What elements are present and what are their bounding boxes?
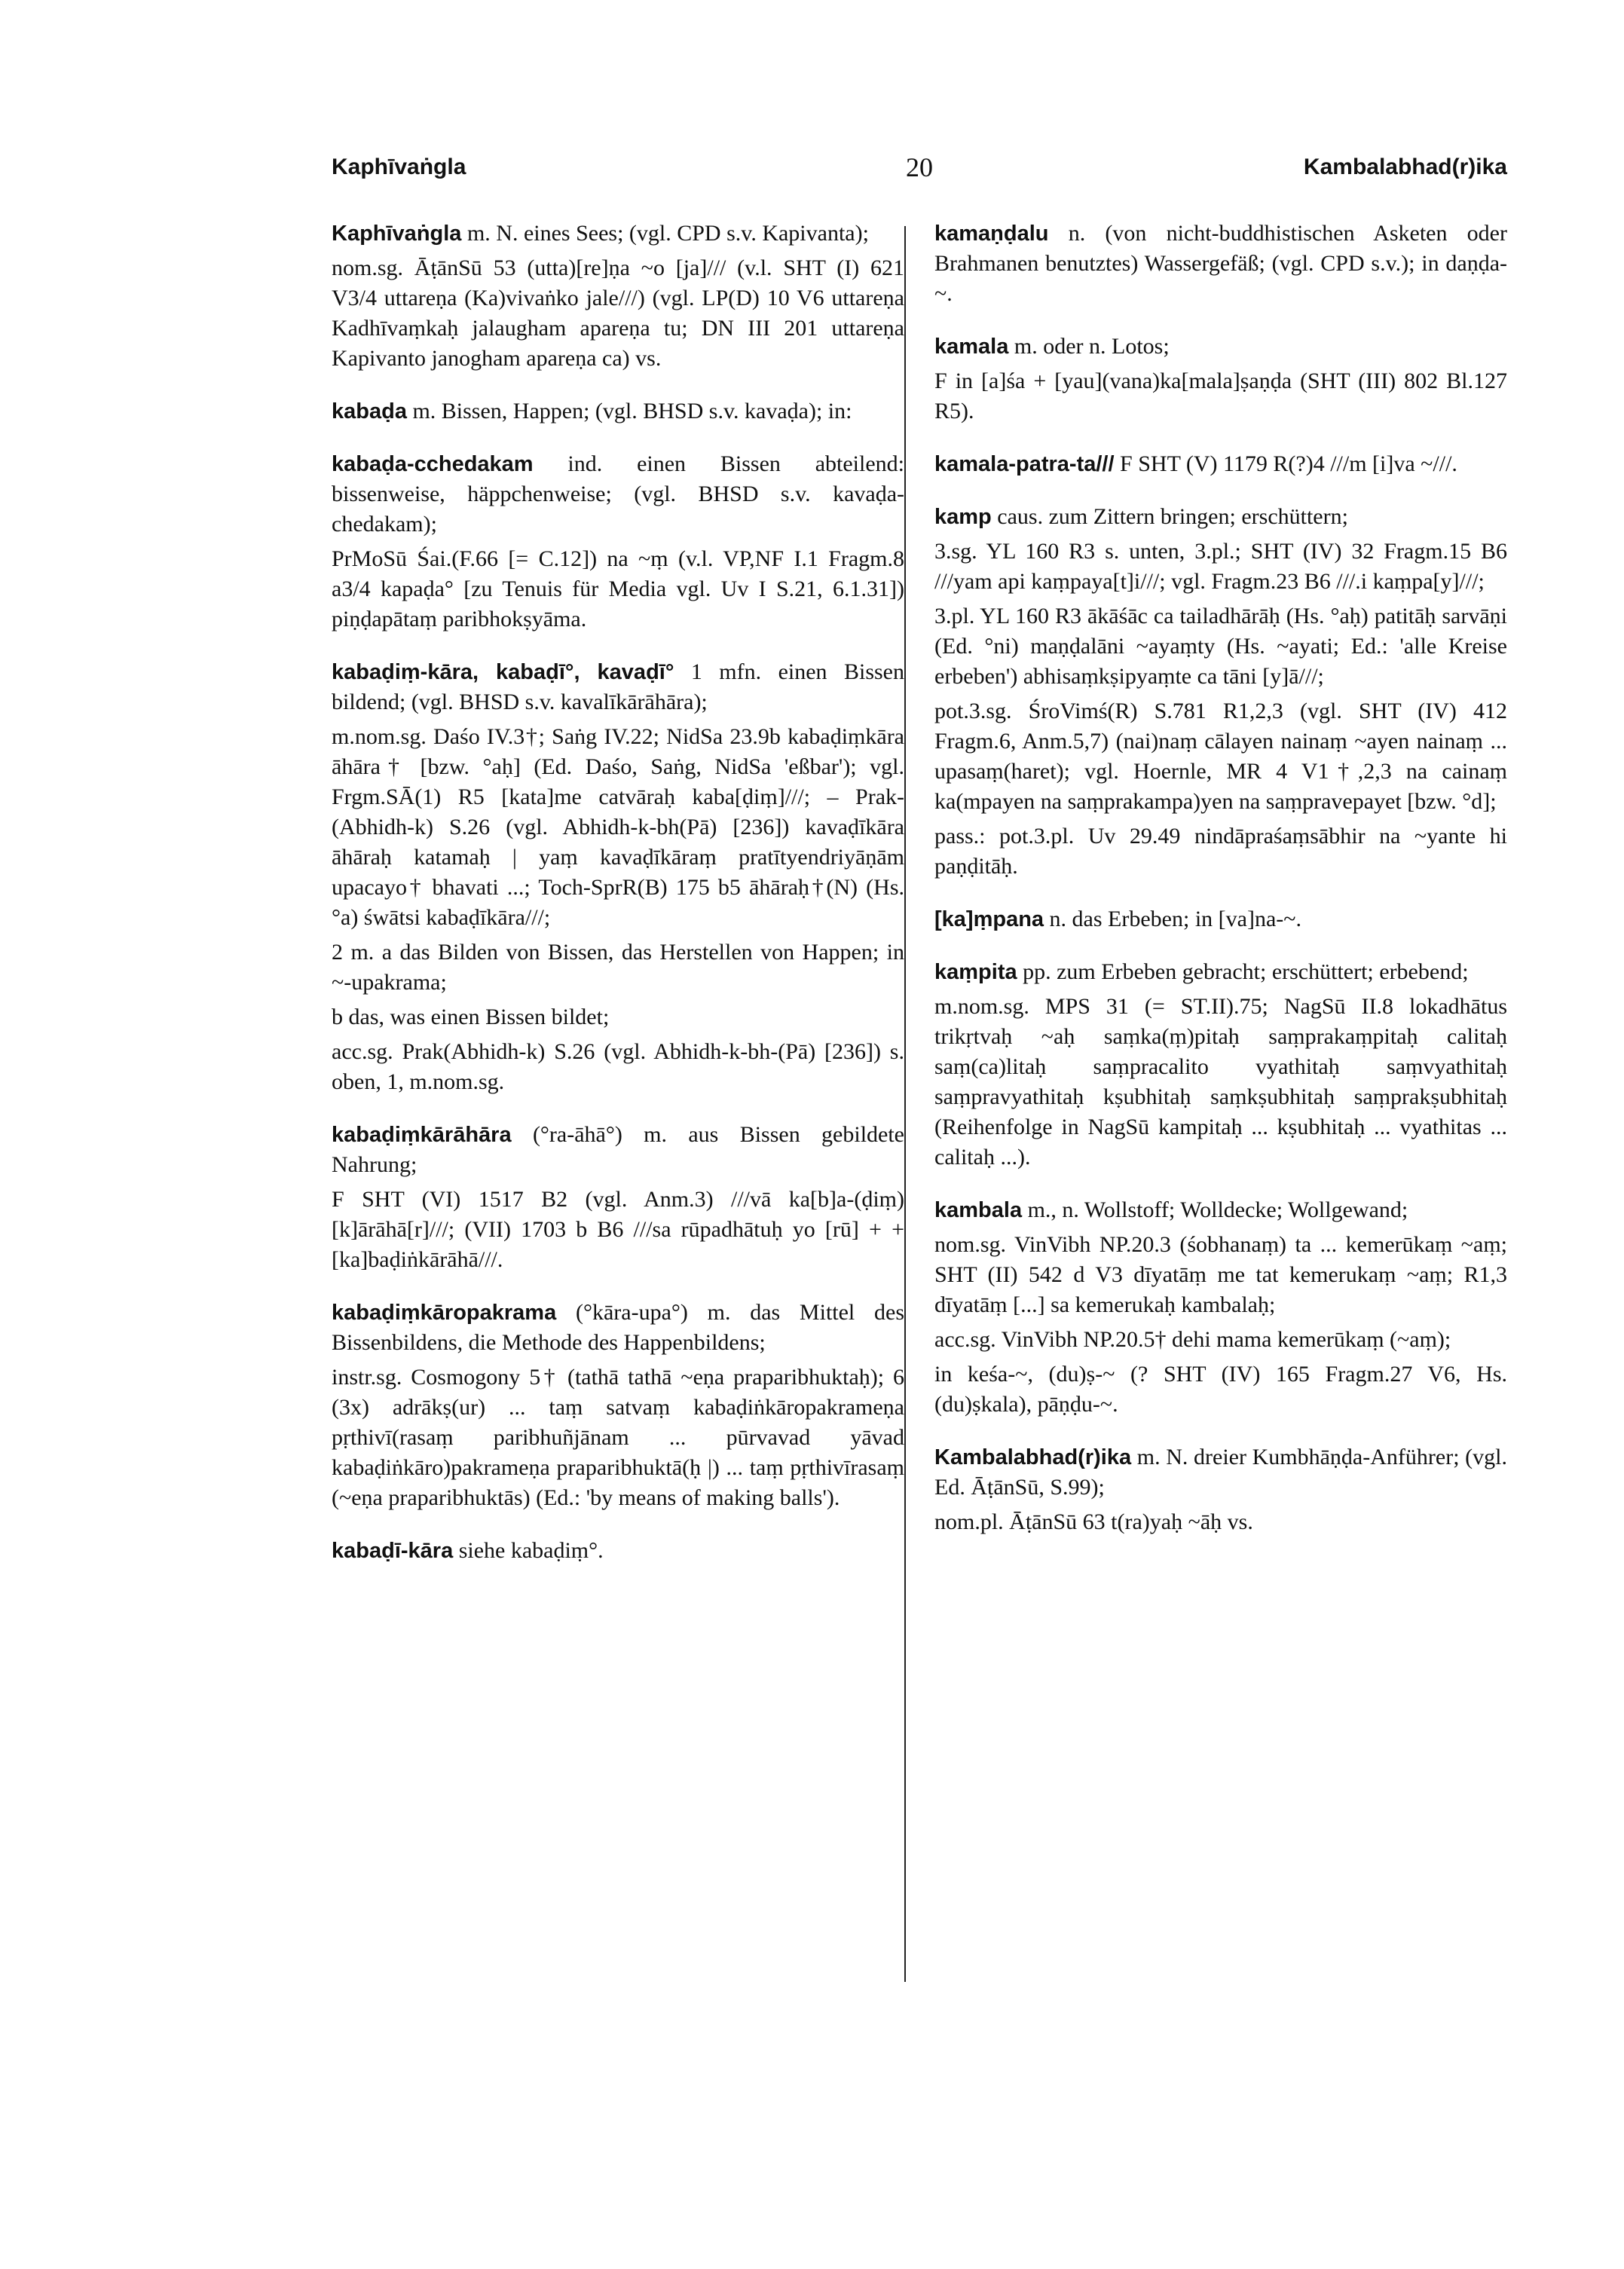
entry-citation: PrMoSū Śai.(F.66 [= C.12]) na ~ṃ (v.l. VP,NF I.1 Fragm.8 a3/4 kapaḍa° [zu Tenuis für Media vgl. Uv I S.21, 6.1.31]) piṇḍapātaṃ paribhokṣyāma. <box>332 546 904 631</box>
entry-citation: 3.sg. YL 160 R3 s. unten, 3.pl.; SHT (IV) 32 Fragm.15 B6 ///yam api kaṃpaya[t]i///; vgl. Fragm.23 B6 ///.i kaṃpa[y]///; <box>934 539 1507 594</box>
entry-headword: kabaḍa-cchedakam <box>332 452 534 476</box>
dictionary-entry <box>934 1195 1507 1420</box>
entry-head-line <box>332 1120 904 1180</box>
entry-headword: kabaḍa <box>332 399 407 424</box>
entry-definition: ind. einen Bissen abteilend: bissenweise, häppchenweise; (vgl. BHSD s.v. kavaḍa-chedakam); <box>332 451 904 537</box>
entry-head-line <box>332 1536 904 1566</box>
entry-definition: m. Bissen, Happen; (vgl. BHSD s.v. kavaḍa); in: <box>412 399 852 424</box>
dictionary-entry <box>934 502 1507 882</box>
entry-headword: kabaḍiṃkāropakrama <box>332 1301 557 1325</box>
dictionary-entry <box>934 957 1507 1173</box>
entry-head-line <box>934 449 1507 479</box>
dictionary-entry <box>934 1442 1507 1537</box>
entry-head-line <box>934 502 1507 532</box>
entry-citation: nom.sg. ĀṭānSū 53 (utta)[re]ṇa ~o [ja]/// (v.l. SHT (I) 621 V3/4 uttareṇa (Ka)vivaṅko jale///) (vgl. LP(D) 10 V6 uttareṇa Kadhīvaṃkaḥ jalaugham apareṇa tu; DN III 201 uttareṇa Kapivanto janogham apareṇa ca) vs. <box>332 255 904 371</box>
entry-definition: m., n. Wollstoff; Wolldecke; Wollgewand; <box>1027 1197 1408 1222</box>
entry-headword: kabaḍiṃkārāhāra <box>332 1123 512 1147</box>
entry-headword: [ka]ṃpana <box>934 907 1044 931</box>
entry-head-line <box>934 904 1507 934</box>
entry-citation: 2 m. a das Bilden von Bissen, das Herstellen von Happen; in ~-upakrama; <box>332 940 904 995</box>
entry-citation: pot.3.sg. ŚroVimś(R) S.781 R1,2,3 (vgl. SHT (IV) 412 Fragm.6, Anm.5,7) (nai)naṃ cālayen nainaṃ ~ayen nainaṃ ... upasaṃ(haret); vgl. Hoernle, MR 4 V1†,2,3 na cainaṃ ka(mpayen na saṃprakampa)yen na saṃpravepayet [bzw. °d]; <box>934 699 1507 814</box>
dictionary-entry <box>934 904 1507 934</box>
entry-definition: (°ra-āhā°) m. aus Bissen gebildete Nahrung; <box>332 1122 904 1177</box>
entry-definition: 1 mfn. einen Bissen bildend; (vgl. BHSD s.v. kavalīkārāhāra); <box>332 659 904 714</box>
entry-citation: acc.sg. VinVibh NP.20.5† dehi mama kemerūkaṃ (~aṃ); <box>934 1327 1451 1352</box>
header-right-headword: Kambalabhad(r)ika <box>1303 154 1507 179</box>
entry-definition: m. N. eines Sees; (vgl. CPD s.v. Kapivanta); <box>466 221 869 246</box>
page-number: 20 <box>906 152 933 182</box>
entry-headword: Kaphīvaṅgla <box>332 222 462 246</box>
dictionary-entry <box>934 332 1507 427</box>
entry-citation: nom.sg. VinVibh NP.20.3 (śobhanaṃ) ta ... kemerūkaṃ ~aṃ; SHT (II) 542 d V3 dīyatāṃ me tat kemerukaṃ ~aṃ; R1,3 dīyatāṃ [...] sa kemerukaḥ kambalaḥ; <box>934 1232 1507 1317</box>
dictionary-entry <box>332 449 904 635</box>
entry-citation: F in [a]śa + [yau](vana)ka[mala]ṣaṇḍa (SHT (III) 802 Bl.127 R5). <box>934 368 1507 424</box>
entry-headword: kabaḍiṃ-kāra, kabaḍī°, kavaḍī° <box>332 660 674 684</box>
entry-head-line <box>332 657 904 717</box>
entry-head-line <box>934 1442 1507 1503</box>
entry-head-line <box>332 396 904 427</box>
entry-citation: acc.sg. Prak(Abhidh-k) S.26 (vgl. Abhidh-k-bh-(Pā) [236]) s. oben, 1, m.nom.sg. <box>332 1039 904 1094</box>
entry-citation: instr.sg. Cosmogony 5† (tathā tathā ~eṇa praparibhuktaḥ); 6 (3x) adrākṣ(ur) ... taṃ satvaṃ kabaḍiṅkāropakrameṇa pṛthivī(rasaṃ paribhuñjānam ... pūrvavad yāvad kabaḍiṅkāro)pakrameṇa praparibhuktā(ḥ |) ... taṃ pṛthivīrasaṃ (~eṇa praparibhuktās) (Ed.: 'by means of making balls'). <box>332 1365 904 1510</box>
entry-headword: kabaḍī-kāra <box>332 1539 454 1563</box>
entry-head-line <box>934 957 1507 987</box>
entry-headword: kamala-patra-ta/// <box>934 452 1115 476</box>
entry-definition: m. oder n. Lotos; <box>1014 334 1170 359</box>
entry-headword: kaṃpita <box>934 960 1017 984</box>
entry-definition: n. das Erbeben; in [va]na-~. <box>1049 907 1301 931</box>
entry-definition: m. N. dreier Kumbhāṇḍa-Anführer; (vgl. Ed. ĀṭānSū, S.99); <box>934 1445 1508 1500</box>
entry-head-line <box>934 219 1507 309</box>
entry-citation: m.nom.sg. MPS 31 (= ST.II).75; NagSū II.8 lokadhātus trikṛtvaḥ ~aḥ saṃka(ṃ)pitaḥ saṃprakaṃpitaḥ calitaḥ saṃ(ca)litaḥ saṃpracalito vyathitaḥ saṃvyathitaḥ saṃpravyathitaḥ kṣubhitaḥ saṃkṣubhitaḥ saṃprakṣubhitaḥ (Reihenfolge in NagSū kampitaḥ ... kṣubhitaḥ ... vyathitas ... calitaḥ ...). <box>934 994 1507 1170</box>
right-column <box>934 219 1507 1560</box>
entry-head-line <box>332 1298 904 1358</box>
entry-citation: in keśa-~, (du)ṣ-~ (? SHT (IV) 165 Fragm.27 V6, Hs. (du)ṣkala), pāṇḍu-~. <box>934 1362 1507 1417</box>
entry-head-line <box>332 449 904 540</box>
entry-citation: pass.: pot.3.pl. Uv 29.49 nindāpraśaṃsābhir na ~yante hi paṇḍitāḥ. <box>934 824 1507 879</box>
entry-definition: n. (von nicht-buddhistischen Asketen oder Brahmanen benutztes) Wassergefäß; (vgl. CPD s.v.); in daṇḍa-~. <box>934 221 1507 306</box>
column-divider <box>904 226 906 1982</box>
dictionary-entry <box>934 219 1507 309</box>
entry-definition: pp. zum Erbeben gebracht; erschüttert; erbebend; <box>1023 959 1469 984</box>
header-left-headword: Kaphīvaṅgla <box>332 154 466 179</box>
left-column <box>332 219 904 1589</box>
dictionary-entry <box>332 396 904 427</box>
dictionary-entry <box>332 1120 904 1275</box>
entry-citation: nom.pl. ĀṭānSū 63 t(ra)yaḥ ~āḥ vs. <box>934 1509 1253 1534</box>
entry-headword: kamaṇḍalu <box>934 222 1049 246</box>
dictionary-entry <box>332 1536 904 1566</box>
entry-headword: kamp <box>934 505 992 529</box>
dictionary-entry <box>332 1298 904 1513</box>
running-head <box>332 154 1507 192</box>
entry-citation: 3.pl. YL 160 R3 ākāśāc ca tailadhārāḥ (Hs. °aḥ) patitāḥ sarvāṇi (Ed. °ni) maṇḍalāni ~ayaṃty (Hs. ~ayati; Ed.: 'alle Kreise erbeben') abhisaṃkṣipyaṃte ca tāni [y]ā///; <box>934 604 1507 689</box>
entry-definition: F SHT (V) 1179 R(?)4 ///m [i]va ~///. <box>1120 451 1457 476</box>
entry-citation: F SHT (VI) 1517 B2 (vgl. Anm.3) ///vā ka[b]a-(ḍiṃ)[k]ārāhā[r]///; (VII) 1703 b B6 ///sa rūpadhātuḥ yo [rū] + + [ka]baḍiṅkārāhā///. <box>332 1187 904 1272</box>
entry-headword: kambala <box>934 1198 1023 1222</box>
dictionary-entry <box>332 219 904 374</box>
entry-head-line <box>332 219 904 249</box>
entry-headword: Kambalabhad(r)ika <box>934 1445 1132 1469</box>
dictionary-entry <box>332 657 904 1097</box>
entry-head-line <box>934 1195 1507 1225</box>
entry-definition: siehe kabaḍiṃ°. <box>458 1538 604 1563</box>
dictionary-entry <box>934 449 1507 479</box>
entry-definition: (°kāra-upa°) m. das Mittel des Bissenbildens, die Methode des Happenbildens; <box>332 1300 905 1355</box>
entry-definition: caus. zum Zittern bringen; erschüttern; <box>997 504 1348 529</box>
entry-head-line <box>934 332 1507 362</box>
entry-citation: b das, was einen Bissen bildet; <box>332 1005 610 1029</box>
entry-citation: m.nom.sg. Daśo IV.3†; Saṅg IV.22; NidSa 23.9b kabaḍiṃkāra āhāra† [bzw. °aḥ] (Ed. Daśo, Saṅg, NidSa 'eßbar'); vgl. Frgm.SĀ(1) R5 [kata]me catvāraḥ kaba[ḍiṃ]///; – Prak-(Abhidh-k) S.26 (vgl. Abhidh-k-bh(Pā) [236]) kavaḍīkāra āhāraḥ katamaḥ | yaṃ kavaḍīkāraṃ pratītyendriyāṇām upacayo† bhavati ...; Toch-SprR(B) 175 b5 āhāraḥ†(N) (Hs. °a) śwātsi kabaḍīkāra///; <box>332 724 904 930</box>
entry-headword: kamala <box>934 335 1009 359</box>
